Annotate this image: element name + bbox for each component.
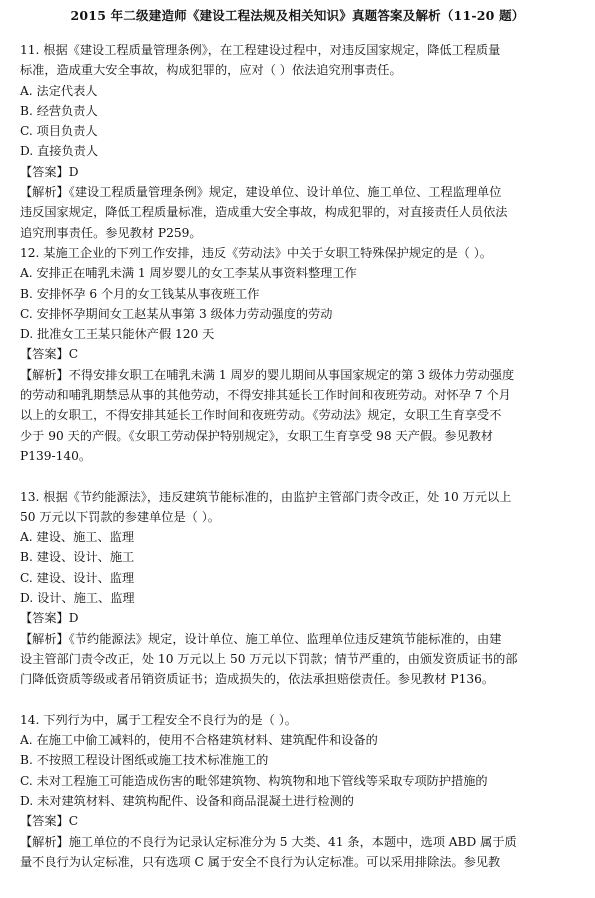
document-title: 2015 年二级建造师《建设工程法规及相关知识》真题答案及解析（11-20 题）	[70, 8, 525, 23]
question-14-option-a: A. 在施工中偷工减料的，使用不合格建筑材料、建筑配件和设备的	[20, 733, 378, 748]
question-14-option-c: C. 未对工程施工可能造成伤害的毗邻建筑物、构筑物和地下管线等采取专项防护措施的	[20, 773, 488, 788]
question-12-analysis-line-1: 【解析】不得安排女职工在哺乳未满 1 周岁的婴儿期间从事国家规定的第 3 级体力劳动强度	[20, 367, 515, 382]
question-12-option-d: D. 批准女工王某只能休产假 120 天	[20, 327, 215, 342]
question-11-option-d: D. 直接负责人	[20, 144, 99, 159]
question-12-analysis-line-3: 以上的女职工，不得安排其延长工作时间和夜班劳动。《劳动法》规定，女职工生育享受不	[20, 408, 502, 423]
question-14-option-d: D. 未对建筑材料、建筑构配件、设备和商品混凝土进行检测的	[20, 793, 354, 808]
question-13-stem-line-2: 50 万元以下罚款的参建单位是（ ）。	[20, 509, 220, 524]
question-11-analysis-line-1: 【解析】《建设工程质量管理条例》规定，建设单位、设计单位、施工单位、工程监理单位	[20, 185, 502, 200]
question-13-option-d: D. 设计、施工、监理	[20, 591, 135, 606]
question-12-analysis-line-4: 少于 90 天的产假。《女职工劳动保护特别规定》，女职工生育享受 98 天产假。参见教材	[20, 428, 494, 443]
paragraph-gap	[20, 466, 585, 486]
question-12-analysis-line-5: P139-140。	[20, 448, 92, 463]
question-12-stem-line-1: 12. 某施工企业的下列工作安排，违反《劳动法》中关于女职工特殊保护规定的是（ ）。	[20, 245, 492, 260]
document-body	[20, 40, 585, 872]
question-13-option-c: C. 建设、设计、监理	[20, 570, 135, 585]
question-14	[20, 710, 585, 872]
question-13-stem-line-1: 13. 根据《节约能源法》，违反建筑节能标准的，由监护主管部门责令改正，处 10 万元以上	[20, 489, 512, 504]
question-14-analysis-line-1: 【解析】施工单位的不良行为记录认定标准分为 5 大类、41 条，本题中，选项 ABD 属于质	[20, 834, 517, 849]
question-14-analysis-line-2: 量不良行为认定标准，只有选项 C 属于安全不良行为认定标准。可以采用排除法。参见教	[20, 854, 501, 869]
question-13	[20, 487, 585, 690]
question-11-stem-line-2: 标准，造成重大安全事故，构成犯罪的，应对（ ）依法追究刑事责任。	[20, 63, 402, 78]
question-12-option-b: B. 安排怀孕 6 个月的女工钱某从事夜班工作	[20, 286, 260, 301]
question-13-analysis-line-2: 设主管部门责令改正，处 10 万元以上 50 万元以下罚款；情节严重的，由颁发资质证书的部	[20, 651, 518, 666]
question-11-option-b: B. 经营负责人	[20, 103, 98, 118]
question-12-option-a: A. 安排正在哺乳未满 1 周岁婴儿的女工李某从事资料整理工作	[20, 266, 357, 281]
question-11-option-c: C. 项目负责人	[20, 124, 98, 139]
question-13-answer: 【答案】D	[20, 611, 79, 626]
question-11-analysis-line-3: 追究刑事责任。参见教材 P259。	[20, 225, 202, 240]
question-11-analysis-line-2: 违反国家规定，降低工程质量标准，造成重大安全事故，构成犯罪的，对直接责任人员依法	[20, 205, 508, 220]
question-14-answer: 【答案】C	[20, 814, 79, 829]
question-14-option-b: B. 不按照工程设计图纸或施工技术标准施工的	[20, 753, 269, 768]
question-12-analysis-line-2: 的劳动和哺乳期禁忌从事的其他劳动，不得安排其延长工作时间和夜班劳动。对怀孕 7 个月	[20, 388, 511, 403]
question-12-option-c: C. 安排怀孕期间女工赵某从事第 3 级体力劳动强度的劳动	[20, 306, 333, 321]
question-11-answer: 【答案】D	[20, 164, 79, 179]
question-14-stem-line-1: 14. 下列行为中，属于工程安全不良行为的是（ ）。	[20, 712, 297, 727]
question-12-answer: 【答案】C	[20, 347, 79, 362]
paragraph-gap	[20, 690, 585, 710]
question-13-analysis-line-3: 门降低资质等级或者吊销资质证书；造成损失的，依法承担赔偿责任。参见教材 P136。	[20, 672, 495, 687]
question-11-stem-line-1: 11. 根据《建设工程质量管理条例》，在工程建设过程中，对违反国家规定，降低工程质量	[20, 43, 501, 57]
question-11-option-a: A. 法定代表人	[20, 83, 98, 98]
question-13-option-b: B. 建设、设计、施工	[20, 550, 135, 565]
question-13-option-a: A. 建设、施工、监理	[20, 530, 135, 545]
question-13-analysis-line-1: 【解析】《节约能源法》规定，设计单位、施工单位、监理单位违反建筑节能标准的，由建	[20, 631, 502, 646]
question-11	[20, 40, 585, 243]
question-12	[20, 243, 585, 466]
